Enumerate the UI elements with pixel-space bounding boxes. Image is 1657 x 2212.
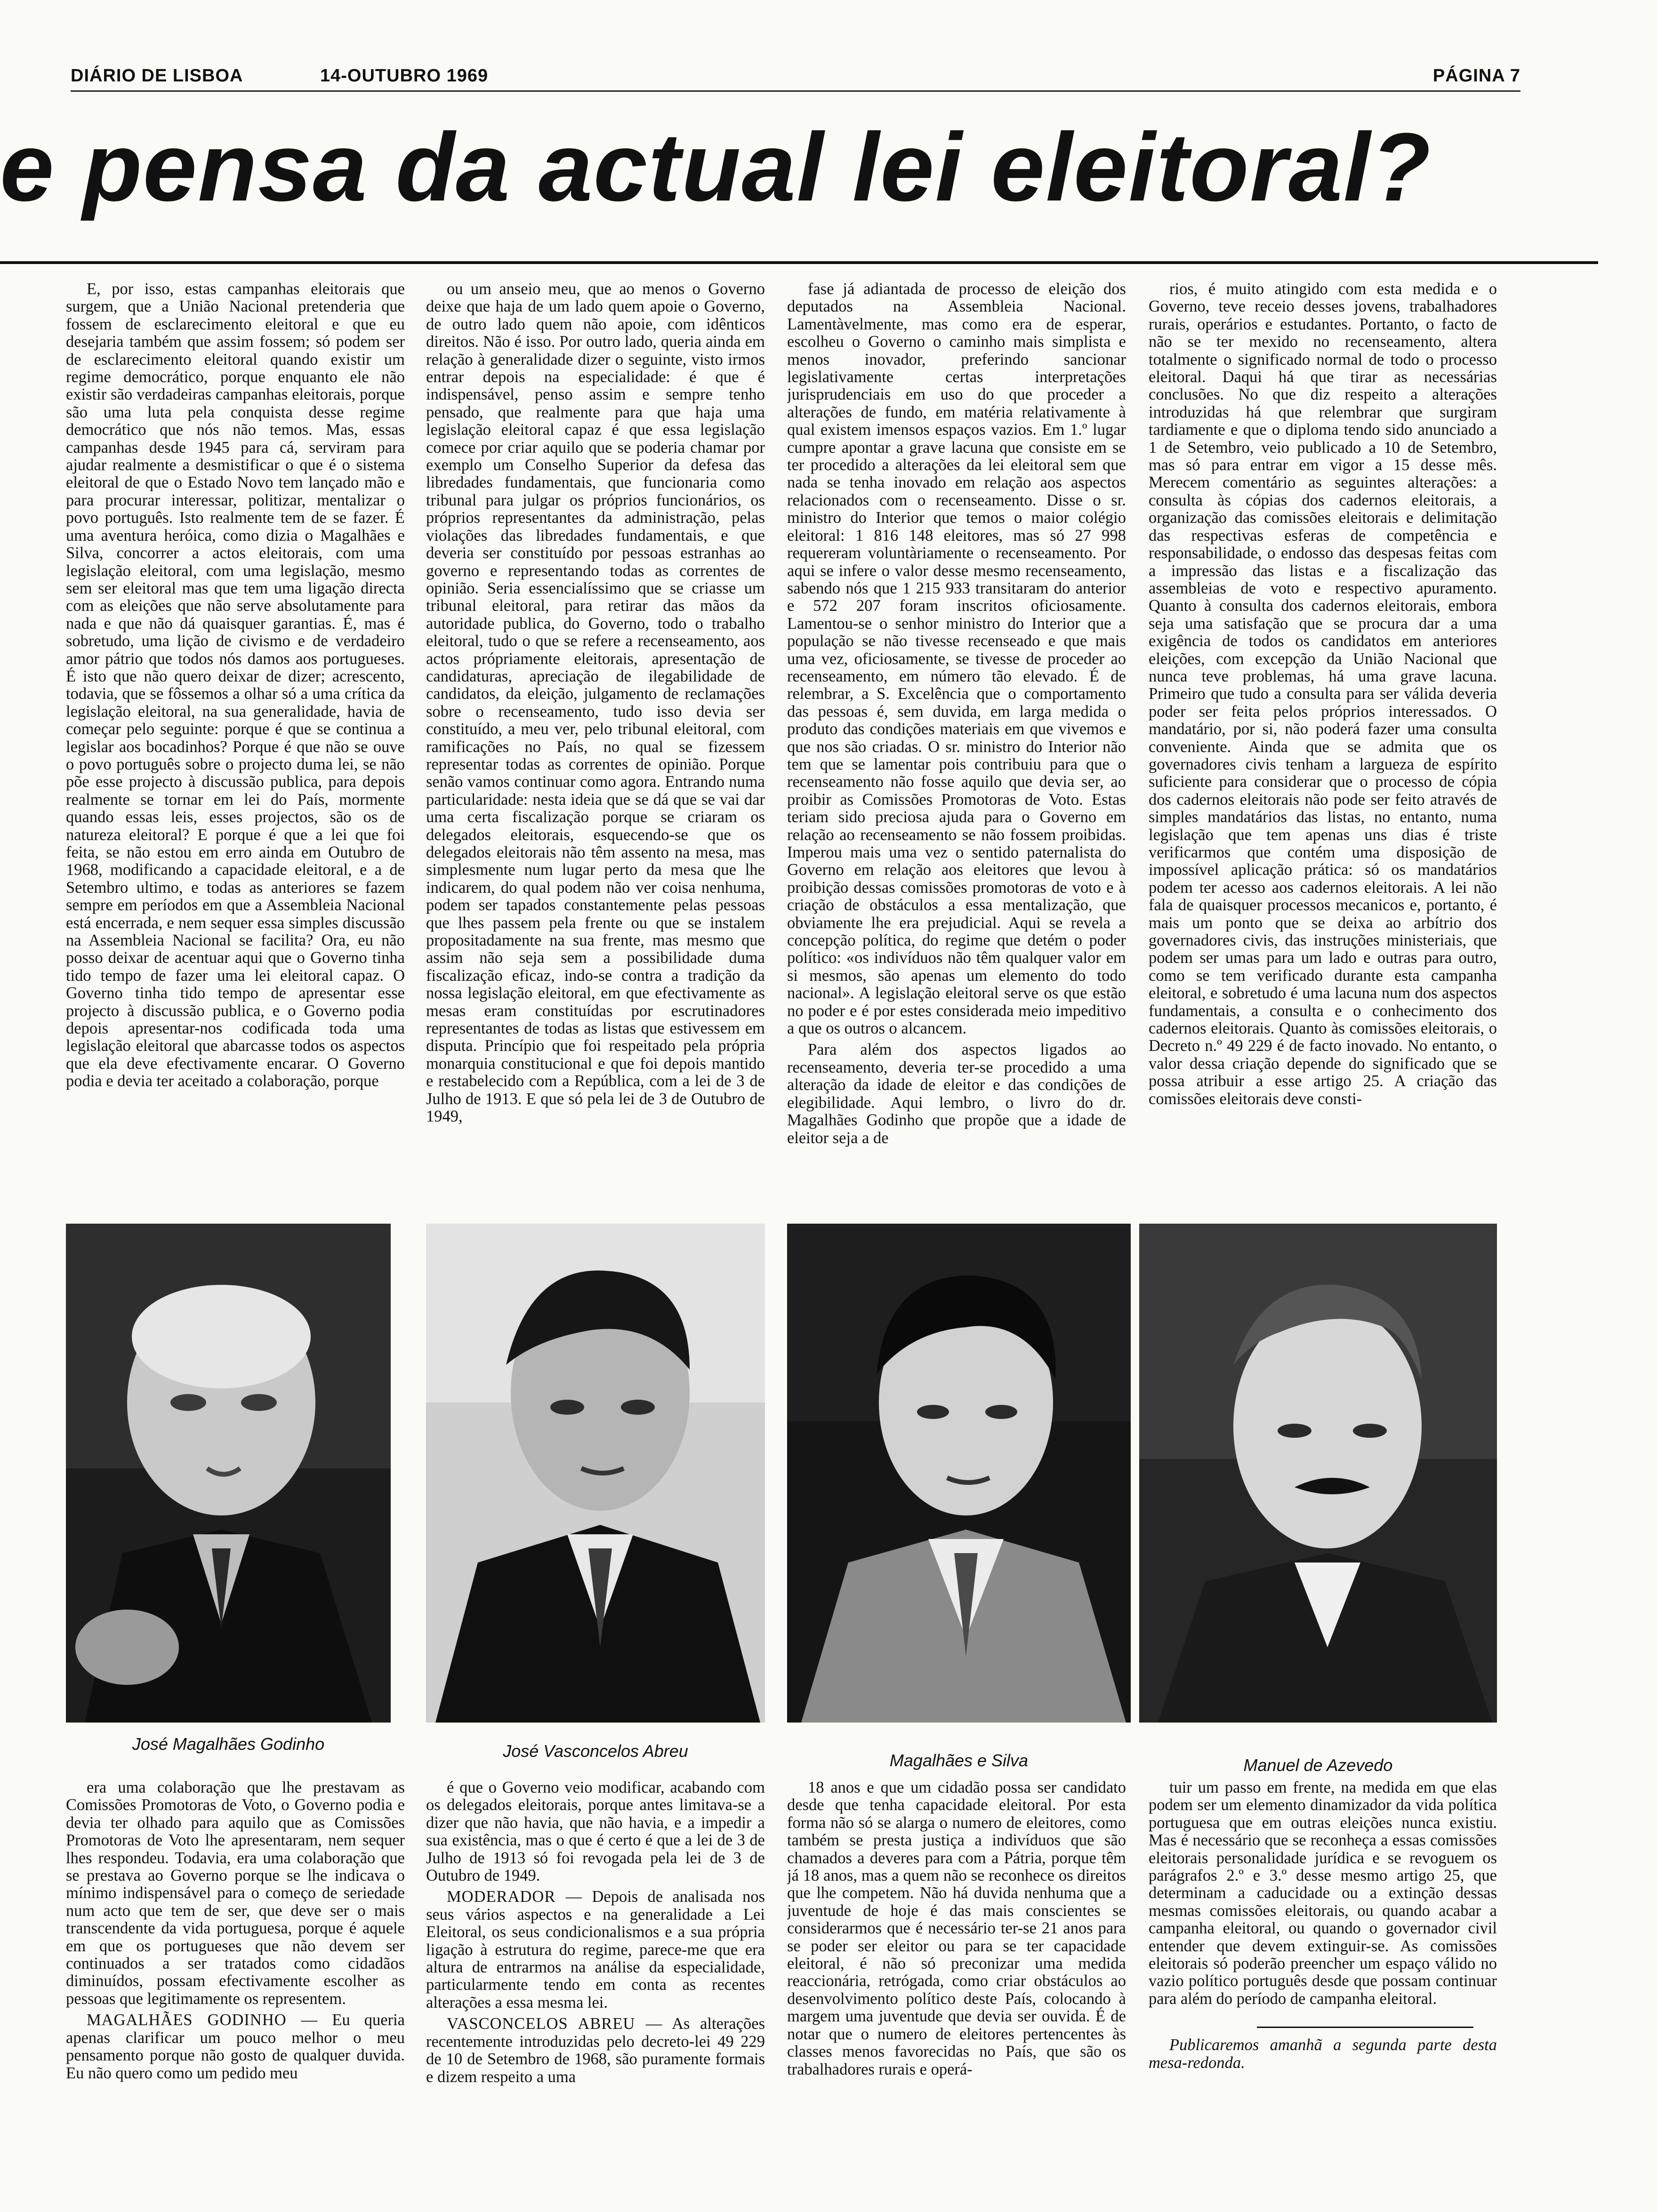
photo-caption: José Magalhães Godinho [132, 1734, 325, 1754]
photo-caption: Magalhães e Silva [889, 1751, 1029, 1770]
paragraph-text: Eu queria apenas clarificar um pouco melhor o meu pensamento porque não gosto de qualquer duvida. Eu não quero como um pedido meu [66, 2011, 405, 2082]
portrait-photo-icon [1139, 1224, 1497, 1723]
paragraph: E, por isso, estas campanhas eleitorais que surgem, que a União Nacional pretenderia que fossem de esclarecimento eleitoral e que eu desejaria também que assim fossem; só podem ser de esclarecimento eleitoral quando existir um regime democrático, porque enquanto ele não existir são verdadeiras campanhas eleitorais, porque são uma luta pela conquista desse regime democrático que nós não temos. Mas, essas campanhas desde 1945 para cá, serviram para ajudar realmente a desmistificar o que é o sistema eleitoral de que o Estado Novo tem lançado mão e para procurar interessar, politizar, mentalizar o povo português. Isto realmente tem de se fazer. É uma aventura heróica, como dizia o Magalhães e Silva, concorrer a actos eleitorais, com uma legislação eleitoral, com uma legislação, mesmo sem ser eleitoral mas que tem uma ligação directa com as eleições que não serve absolutamente para nada e que não dá quaisquer garantias. É, mas é sobretudo, uma lição de civismo e de verdadeiro amor pátrio que todos nós damos aos portugueses. É isto que não quero deixar de dizer; acrescento, todavia, que se fôssemos a olhar só a uma crítica da legislação eleitoral, na sua generalidade, havia de começar pelo seguinte: porque é que se continua a legislar aos bocadinhos? Porque é que não se ouve o povo português sobre o projecto duma lei, se não põe esse projecto à discussão publica, para depois realmente se tornar em lei do País, mormente quando essas leis, esses projectos, são os de natureza eleitoral? E porque é que a lei que foi feita, se não estou em erro ainda em Outubro de 1968, modificando a capacidade eleitoral, e a de Setembro ultimo, e todas as anteriores se fazem sempre em períodos em que a Assembleia Nacional está encerrada, e nem sequer essa simples discussão na Assembleia Nacional se facilita? Ora, eu não posso deixar de acentuar aqui que o Governo tinha tido tempo de fazer uma lei eleitoral capaz. O Governo tinha tido tempo de apresentar esse projecto à discussão publica, e o Governo podia depois apresentar-nos codificada toda uma legislação eleitoral que abarcasse todos os aspectos que ela deve efectivamente encarar. O Governo podia e devia ter aceitado a colaboração, porque [66, 281, 405, 1090]
paragraph: rios, é muito atingido com esta medida e o Governo, teve receio desses jovens, trabalhadores rurais, operários e estudantes. Portanto, o facto de não se ter mexido no recenseamento, altera totalmente o significado normal de todo o processo eleitoral. Daqui há que tirar as necessárias conclusões. No que diz respeito a alterações introduzidas há que relembrar que surgiram tardiamente e que o diploma tendo sido anunciado a 1 de Setembro, veio publicado a 10 de Setembro, mas só para entrar em vigor a 15 desse mês. Merecem comentário as seguintes alterações: a consulta às cópias dos cadernos eleitorais, a organização das comissões eleitorais e delimitação das respectivas esferas de competência e responsabilidade, o endosso das despesas feitas com a impressão das listas e a fiscalização das assembleias de voto e respectivo apuramento. Quanto à consulta dos cadernos eleitorais, embora seja uma satisfação que se procura dar a uma exigência de todos os candidatos em anteriores eleições, com excepção da União Nacional que nunca teve problemas, há uma grave lacuna. Primeiro que tudo a consulta para ser válida deveria poder ser feita pelos próprios interessados. O mandatário, por si, não poderá fazer uma consulta conveniente. Ainda que se admita que os governadores civis tenham a largueza de espírito suficiente para considerar que o processo de cópia dos cadernos eleitorais não pode ser feito através de simples mandatários das listas, no entanto, numa legislação que tem apenas uns dias é triste verificarmos que contém uma disposição de impossível aplicação prática: só os mandatários podem ter acesso aos cadernos eleitorais. A lei não fala de quaisquer processos mecanicos e, portanto, é mais um ponto que se deixa ao arbítrio dos governadores civis, das instruções ministeriais, que podem ser umas para um lado e outras para outro, como se tem verificado durante esta campanha eleitoral, e sobretudo é uma lacuna num dos aspectos fundamentais, a consulta e o conhecimento dos cadernos eleitorais. Quanto às comissões eleitorais, o Decreto n.º 49 229 é de facto inovado. No entanto, o valor dessa criação depende do significado que se possa atribuir a esse artigo 25. A criação das comissões eleitorais deve consti- [1149, 281, 1497, 1108]
paragraph: ou um anseio meu, que ao menos o Governo deixe que haja de um lado quem apoie o Governo, de outro lado quem não apoie, com idênticos direitos. Não é isso. Por outro lado, queria ainda em relação à generalidade dizer o seguinte, visto irmos entrar depois na especialidade: é que é indispensável, penso assim e sempre tenho pensado, que realmente para que haja uma legislação eleitoral capaz é que essa legislação comece por criar aquilo que se poderia chamar por exemplo um Conselho Superior da defesa das libredades fundamentais, que funcionaria como tribunal para julgar os próprios funcionários, os próprios representantes da administração, pelas violações das libredades fundamentais, e que deveria ser constituído por pessoas estranhas ao governo e representando todas as correntes de opinião. Seria essencialíssimo que se criasse um tribunal eleitoral, para retirar das mãos da autoridade publica, do Governo, todo o trabalho eleitoral, tudo o que se refere a recenseamento, aos actos própriamente eleitorais, apresentação de candidaturas, apreciação de ilegabilidade de candidatos, da eleição, julgamento de reclamações sobre o recenseamento, tudo isso devia ser constituído, a meu ver, pelo tribunal eleitoral, com ramificações no País, no qual se fizessem representar todas as correntes de opinião. Porque senão vamos continuar como agora. Entrando numa particularidade: nesta ideia que se dá que se vai dar uma certa fiscalização porque se criaram os delegados eleitorais, esquecendo-se que os delegados eleitorais não têm assento na mesa, mas simplesmente num lugar perto da mesa que lhe indicarem, do qual podem não ver coisa nenhuma, podem ser tapados constantemente pelas pessoas que lhes passem pela frente ou que se instalem propositadamente na sua frente, mas mesmo que assim não seja sem a possibilidade duma fiscalização eficaz, indo-se contra a tradição da nossa legislação eleitoral, em que efectivamente as mesas eram constituídas por escrutinadores representantes de todas as listas que estivessem em disputa. Princípio que foi respeitado pela própria monarquia constitucional e que foi depois mantido e restabelecido com a República, com a lei de 3 de Julho de 1913. E que só pela lei de 3 de Outubro de 1949, [426, 281, 765, 1126]
newspaper-name: DIÁRIO DE LISBOA [71, 66, 243, 86]
portrait-photo-vasconcelos-abreu [426, 1224, 765, 1723]
paragraph: Para além dos aspectos ligados ao recenseamento, deveria ter-se procedido a uma alteração da idade de eleitor e das condições de elegibilidade. Aqui lembro, o livro do dr. Magalhães Godinho que propõe que a idade de eleitor seja a de [787, 1041, 1126, 1147]
headline: e pensa da actual lei eleitoral? [0, 113, 1432, 221]
article-column-8 [1149, 1779, 1497, 2193]
paragraph [426, 2015, 765, 2086]
paragraph [66, 2012, 405, 2082]
issue-date: 14-OUTUBRO 1969 [320, 66, 489, 86]
portrait-photo-magalhaes-e-silva [787, 1224, 1131, 1723]
paragraph: tuir um passo em frente, na medida em que elas podem ser um elemento dinamizador da vida política portuguesa que em outras eleições nunca existiu. Mas é necessário que se reconheça a essas comissões eleitorais personalidade jurídica e se revoguem os parágrafos 2.º e 3.º desse mesmo artigo 25, que determinam a caducidade ou a extinção dessas mesmas comissões eleitorais, ou quando acabar a campanha eleitoral, ou quando o governador civil entender que devem extinguir-se. As comissões eleitorais só poderão preencher um espaço válido no vazio político português desde que possam continuar para além do período de campanha eleitoral. [1149, 1779, 1497, 2008]
article-column-3 [787, 281, 1126, 1222]
header-rule [71, 90, 1520, 92]
portrait-photo-manuel-de-azevedo [1139, 1224, 1497, 1723]
paragraph-text: As alterações recentemente introduzidas pelo decreto-lei 49 229 de 10 de Setembro de 1968, são puramente formais e dizem respeito a uma [426, 2015, 765, 2086]
article-column-1 [66, 281, 405, 1222]
portrait-photo-magalhaes-godinho [66, 1224, 391, 1723]
speaker-label: MODERADOR — [447, 1888, 583, 1906]
speaker-label: VASCONCELOS ABREU — [447, 2015, 663, 2033]
article-column-6 [426, 1779, 765, 2193]
paragraph: 18 anos e que um cidadão possa ser candidato desde que tenha capacidade eleitoral. Por esta forma não só se alarga o numero de eleitores, como também se presta justiça a indivíduos que são chamados a deveres para com a Pátria, porque têm já 18 anos, mas a quem não se reconhece os direitos que lhe competem. Não há duvida nenhuma que a juventude de hoje é das mais conscientes se considerarmos que é necessário ter-se 21 anos para se poder ser eleitor ou para se ter capacidade eleitoral, é não só preconizar uma medida reaccionária, retrógada, como criar obstáculos ao desenvolvimento político deste País, colocando à margem uma juventude que devia ser ouvida. É de notar que o numero de eleitores pertencentes às classes menos favorecidas no País, que são os trabalhadores rurais e operá- [787, 1779, 1126, 2078]
paragraph: era uma colaboração que lhe prestavam as Comissões Promotoras de Voto, o Governo podia e devia ter olhado para aquilo que as Comissões Promotoras de Voto lhe apresentaram, nem sequer lhes respondeu. Todavia, era uma colaboração que se prestava ao Governo porque se lhe indicava o mínimo indispensável para o começo de seriedade num acto que tem de ser, que deve ser o mais transcendente da vida portuguesa, porque é aquele em que os portugueses que não devem ser continuados a ser tratados como cidadãos diminuídos, possam efectivamente escolher as pessoas que legitimamente os representem. [66, 1779, 405, 2008]
photo-caption: Manuel de Azevedo [1243, 1755, 1393, 1775]
running-head [71, 66, 1520, 94]
article-column-4 [1149, 281, 1497, 1222]
note-rule [1257, 2027, 1473, 2028]
paragraph: fase já adiantada de processo de eleição dos deputados na Assembleia Nacional. Lamentàvelmente, mas como era de esperar, escolheu o Governo o caminho mais simplista e menos inovador, preferindo sancionar legislativamente certas interpretações jurisprudenciais em uso do que proceder a alterações de fundo, em matéria relativamente à qual existem imensos espaços vazios. Em 1.º lugar cumpre apontar a grave lacuna que consiste em se ter procedido a alterações da lei eleitoral sem que nada se tenha inovado em relação aos aspectos relacionados com o recenseamento. Disse o sr. ministro do Interior que temos o maior colégio eleitoral: 1 816 148 eleitores, mas só 27 998 requereram voluntàriamente o recenseamento. Por aqui se infere o valor desse mesmo recenseamento, sabendo nós que 1 215 933 transitaram do anterior e 572 207 foram inscritos oficiosamente. Lamentou-se o senhor ministro do Interior que a população se não tivesse recenseado e que mais uma vez, oficiosamente, se tivesse de proceder ao recenseamento, em número tão elevado. É de relembrar, a S. Excelência que o comportamento das pessoas é, sem duvida, em larga medida o produto das condições materiais em que vivemos e que nos são criadas. O sr. ministro do Interior não tem que se lamentar pois contribuiu para que o recenseamento não fosse aquilo que devia ser, ao proibir as Comissões Promotoras de Voto. Estas teriam sido preciosa ajuda para o Governo em relação ao recenseamento se não fossem proibidas. Imperou mais uma vez o sentido paternalista do Governo em relação aos eleitores que levou à proibição dessas comissões promotoras de voto e à criação de obstáculos a essa mentalização, que obviamente lhe era prejudicial. Aqui se revela a concepção política, do regime que detém o poder político: «os indivíduos não têm qualquer valor em si mesmos, são apenas um elemento do todo nacional». A legislação eleitoral serve os que estão no poder e é por estes considerada meio impeditivo a que os outros o alcancem. [787, 281, 1126, 1038]
article-column-2 [426, 281, 765, 1222]
article-column-7 [787, 1779, 1126, 2193]
photo-caption: José Vasconcelos Abreu [503, 1741, 688, 1761]
continuation-note: Publicaremos amanhã a segunda parte desta mesa-redonda. [1149, 2036, 1497, 2072]
paragraph: é que o Governo veio modificar, acabando com os delegados eleitorais, porque antes limitava-se a dizer que não havia, que não havia, e a impedir a sua existência, mas o que é certo é que a lei de 3 de Julho de 1913 só foi revogada pela lei de 3 de Outubro de 1949. [426, 1779, 765, 1885]
article-column-5 [66, 1779, 405, 2193]
page-number: PÁGINA 7 [1432, 66, 1520, 86]
paragraph [426, 1888, 765, 2012]
headline-rule [0, 261, 1598, 264]
speaker-label: MAGALHÃES GODINHO — [87, 2011, 318, 2029]
portrait-photo-icon [66, 1224, 391, 1723]
portrait-photo-icon [787, 1224, 1131, 1723]
paragraph-text: Depois de analisada nos seus vários aspectos e na generalidade a Lei Eleitoral, os seus condicionalismos e a sua própria ligação à estrutura do regime, parece-me que era altura de entrarmos na análise da especialidade, particularmente tendo em conta as recentes alterações a essa mesma lei. [426, 1888, 765, 2012]
portrait-photo-icon [426, 1224, 765, 1723]
